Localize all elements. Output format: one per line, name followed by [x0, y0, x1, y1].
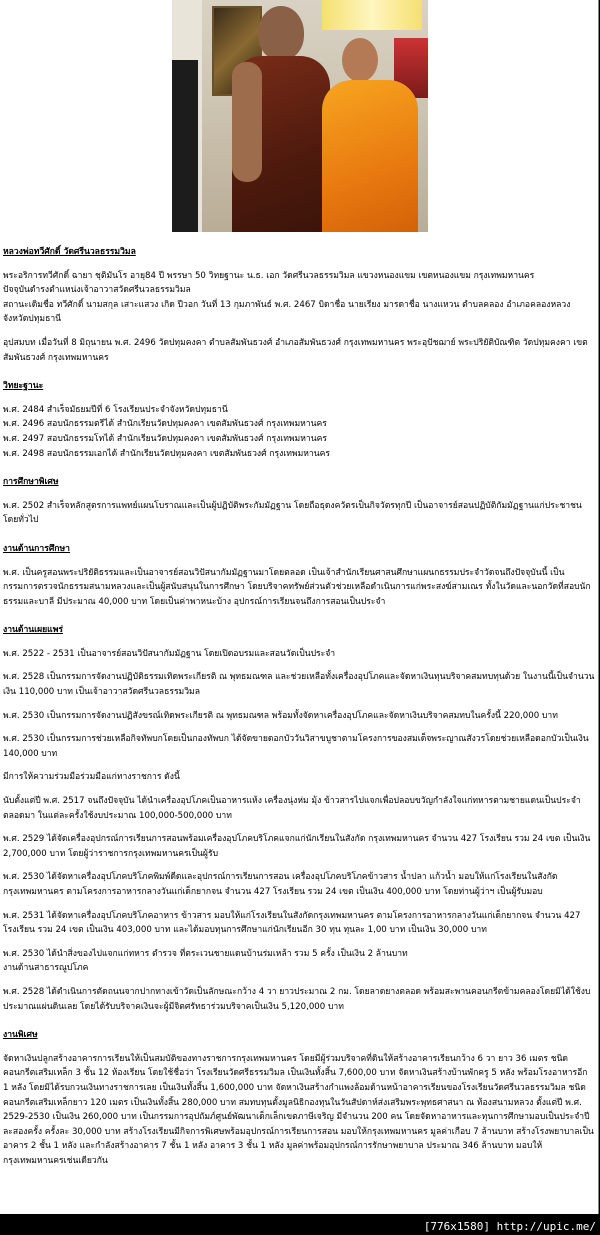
education-item: พ.ศ. 2496 สอบนักธรรมตรีได้ สำนักเรียนวัดปทุมคงคา เขตสัมพันธวงศ์ กรุงเทพมหานคร	[3, 419, 327, 430]
image-watermark: [776x1580] http://upic.me/	[423, 1220, 596, 1233]
yellow-banner	[322, 0, 422, 30]
outreach-item: พ.ศ. 2530 ได้จัดหาเครื่องอุปโภคบริโภคพิมพ์ดีดและอุปกรณ์การเรียนการสอน เครื่องอุปโภคบริโภคข้าวสาร น้ำปลา แก้วน้ำ มอบให้แก่โรงเรียนในสังกัดกรุงเทพมหานคร ตามโครงการอาหารกลางวันแก่เด็กยากจน จำนวน 427 โรงเรียน รวม 24 เขต เป็นเงิน 400,000 บาท โดยท่านผู้ว่าฯ เป็นผู้รับมอบ	[3, 872, 558, 897]
outreach-item: พ.ศ. 2529 ได้จัดเครื่องอุปกรณ์การเรียนการสอนพร้อมเครื่องอุปโภคบริโภคแจกแก่นักเรียนในสังกัด กรุงเทพมหานคร จำนวน 427 โรงเรียน รวม 24 เขต เป็นเงิน 2,700,000 บาท โดยผู้ว่าราชการกรุงเทพมหานครเป็นผู้รับ	[3, 834, 591, 859]
section-heading-special-work: งานพิเศษ	[3, 1030, 38, 1041]
section-heading-special-study: การศึกษาพิเศษ	[3, 477, 59, 488]
section-heading-education: วิทยะฐานะ	[3, 381, 44, 392]
ordination-text: อุปสมบท เมื่อวันที่ 8 มิถุนายน พ.ศ. 2496 วัดปทุมคงคา ตำบลสัมพันธวงศ์ อำเภอสัมพันธวงศ์ กรุงเทพมหานคร พระอุปัชฌาย์ พระปริยัติบัณฑิต วัดปทุมคงคา เขตสัมพันธวงศ์ กรุงเทพมหานคร	[3, 337, 588, 363]
elder-monk-arm	[232, 62, 262, 182]
young-monk-head	[342, 38, 378, 82]
background-person	[172, 60, 198, 232]
education-item: พ.ศ. 2497 สอบนักธรรมโทได้ สำนักเรียนวัดปทุมคงคา เขตสัมพันธวงศ์ กรุงเทพมหานคร	[3, 433, 327, 444]
special-study-text: พ.ศ. 2502 สำเร็จหลักสูตรการแพทย์แผนโบราณและเป็นผู้ปฏิบัติพระกัมมัฏฐาน โดยถือธุดงควัตรเป็นกิจวัตรทุกปี เป็นอาจารย์สอนปฏิบัติกัมมัฏฐานแก่ประชาชนโดยทั่วไป	[3, 500, 582, 526]
outreach-item: พ.ศ. 2530 เป็นกรรมการจัดงานปฏิสังขรณ์เทิดพระเกียรติ ณ พุทธมณฑล พร้อมทั้งจัดหาเครื่องอุปโภคและจัดหาเงินบริจาคสมทบในครั้งนี้ 220,000 บาท	[3, 710, 558, 721]
elder-monk-head	[258, 6, 304, 60]
outreach-item: พ.ศ. 2522 - 2531 เป็นอาจารย์สอนวิปัสนากัมมัฏฐาน โดยเปิดอบรมและสอนวัดเป็นประจำ	[3, 648, 336, 659]
education-item: พ.ศ. 2498 สอบนักธรรมเอกได้ สำนักเรียนวัดปทุมคงคา เขตสัมพันธวงศ์ กรุงเทพมหานคร	[3, 448, 330, 459]
young-monk-robe	[322, 80, 418, 232]
intro-line: พระอริการทวีศักดิ์ ฉายา ชุติมันโร อายุ84 ปี พรรษา 50 วิทยฐานะ น.ธ. เอก วัดศรีนวลธรรมวิมล แขวงหนองแขม เขตหนองแขม กรุงเทพมหานคร	[3, 270, 535, 281]
special-work-text: จัดหาเงินปลูกสร้างอาคารการเรียนให้เป็นสมบัติของทางราชการกรุงเทพมหานคร โดยมีผู้ร่วมบริจาคที่ดินให้สร้างอาคารเรียนกว้าง 6 วา ยาว 36 เมตร ชนิดคอนกรีตเสริมเหล็ก 3 ชั้น 12 ห้องเรียน โดยใช้ชื่อว่า โรงเรียนวัดศรีธรรมวิมล เป็นเงินทั้งสิ้น 7,600,00 บาท จัดหาเงินสร้างบ้านพักครู 5 หลัง พร้อมโรงอาหารอีก 1 หลัง โดยมิได้รบกวนเงินทางราชการเลย เป็นเงินทั้งสิ้น 1,600,000 บาท จัดหาเงินสร้างกำแพงล้อมด้านหน้าอาคารเรียนของโรงเรียนวัดศรีนวลธรรมวิมล ชนิดคอนกรีตเสริมเหล็กยาว 120 เมตร เป็นเงินทั้งสิ้น 280,000 บาท สมทบทุนตั้งมูลนิธิกองทุนในวันสัปดาห์ส่งเสริมพระพุทธศาสนา ณ ท้องสนามหลวง ตั้งแต่ปี พ.ศ. 2529-2530 เป็นเงิน 260,000 บาท เป็นกรรมการอุปถัมภ์ศูนย์พัฒนาเด็กเล็กเขตภาษีเจริญ มีจำนวน 200 คน โดยจัดหาอาหารและทุนการศึกษามอบเป็นประจำปีละสองครั้ง ครั้งละ 30,000 บาท สร้างโรงเรียนมีกิจการพิเศษพร้อมอุปกรณ์การเรียนการสอน มอบให้กรุงเทพมหานคร มูลค่าเกือบ 7 ล้านบาท สร้างโรงพยาบาลเป็นอาคาร 2 ชั้น 1 หลัง และกำลังสร้างอาคาร 7 ชั้น 1 หลัง อาคาร 3 ชั้น 1 หลัง มูลค่าพร้อมอุปกรณ์การรักษาพยาบาล ประมาณ 346 ล้านบาท มอบให้กรุงเทพมหานครเช่นเดียวกัน	[3, 1053, 594, 1166]
outreach-item: พ.ศ. 2528 ได้ดำเนินการตัดถนนจากปากทางเข้าวัดเป็นลักษณะกว้าง 4 วา ยาวประมาณ 2 กม. โดยลาดยางตลอด พร้อมสะพานคอนกรีตข้ามคลองโดยมิได้ใช้งบประมาณแผ่นดินเลย โดยได้รับบริจาคเงินจะผู้มีจิตศรัทธาร่วมบริจาคเป็นเงิน 5,120,000 บาท	[3, 986, 591, 1012]
intro-line: ปัจจุบันดำรงตำแหน่งเจ้าอาวาสวัดศรีนวลธรรมวิมล	[3, 285, 191, 296]
education-item: พ.ศ. 2484 สำเร็จมัธยมปีที่ 6 โรงเรียนประจำจังหวัดปทุมธานี	[3, 404, 228, 415]
outreach-item: พ.ศ. 2531 ได้จัดหาเครื่องอุปโภคบริโภคอาหาร ข้าวสาร มอบให้แก่โรงเรียนในสังกัดกรุงเทพมหานคร ตามโครงการอาหารกลางวันแก่เด็กยากจน จำนวน 427 โรงเรียน รวม 24 เขต เป็นเงิน 403,000 บาท และได้มอบทุนการศึกษาแก่นักเรียนอีก 30 ทุน ทุนละ 1,00 บาท เป็นเงิน 30,000 บาท	[3, 910, 581, 936]
outreach-item: นับตั้งแต่ปี พ.ศ. 2517 จนถึงปัจจุบัน ได้นำเครื่องอุปโภคเป็นอาหารแห้ง เครื่องนุ่งห่ม มุ้ง ข้าวสารไปแจกเพื่อปลอบขวัญกำลังใจแก่ทหารตามชายแดนเป็นประจำตลอดมา ในแต่ละครั้งใช้งบประมาณ 100,000-500,000 บาท	[3, 796, 581, 821]
monks-photo	[172, 0, 428, 232]
article-title: หลวงพ่อทวีศักดิ์ วัดศรีนวลธรรมวิมล	[3, 247, 136, 257]
outreach-item: มีการให้ความร่วมมือร่วมมือแก่ทางราชการ ดังนี้	[3, 772, 180, 783]
section-heading-outreach: งานด้านเผยแพร่	[3, 625, 64, 636]
outreach-item: งานด้านสาธารณูปโภค	[3, 963, 89, 974]
outreach-item: พ.ศ. 2530 เป็นกรรมการช่วยเหลือกิจทัพบกโดยเป็นกองทัพบก ได้จัดขายดอกบัววันวิสาขบูชาตามโครงการของสมเด็จพระญาณสังวรโดยช่วยเหลือดอกบัวเป็นเงิน 140,000 บาท	[3, 734, 589, 759]
section-heading-education-work: งานด้านการศึกษา	[3, 543, 70, 554]
education-work-text: พ.ศ. เป็นครูสอนพระปริยัติธรรมและเป็นอาจารย์สอนวิปัสนากัมมัฏฐานมาโดยตลอด เป็นเจ้าสำนักเรียนศาสนศึกษาแผนกธรรมประจำวัดจนถึงปัจจุบันนี้ เป็นกรรมการตรวจนักธรรมสนามหลวงและเป็นผู้สนับสนุนในการศึกษา โดยบริจาคทรัพย์ส่วนตัวช่วยเหลือดำเนินการแก่พระสงฆ์สามเณร ทั้งในวัดและนอกวัดที่สอบนักธรรมและบาลี มีประมาณ 40,000 บาท โดยเป็นค่าพาหนะบ้าง อุปกรณ์การเรียนจนถึงการสอนเป็นประจำ	[3, 567, 591, 607]
outreach-item: พ.ศ. 2528 เป็นกรรมการจัดงานปฏิบัติธรรมเทิดพระเกียรติ ณ พุทธมณฑล และช่วยเหลือทั้งเครื่องอุปโภคและจัดหาเงินทุนบริจาคสมทบทุนด้วย ในงานนี้เป็นจำนวนเงิน 110,000 บาท เป็นเจ้าอาวาสวัดศรีนวลธรรมวิมล	[3, 672, 595, 698]
intro-line: สถานะเดิมชื่อ ทวีศักดิ์ นามสกุล เสาะแสวง เกิด ปีวอก วันที่ 13 กุมภาพันธ์ พ.ศ. 2467 บิดาชื่อ นายเรียง มารดาชื่อ นางแหวน ตำบลคลอง อำเภอคลองหลวง จังหวัดปทุมธานี	[3, 299, 571, 325]
outreach-item: พ.ศ. 2530 ได้นำสิ่งของไปแจกแก่ทหาร ตำรวจ ที่ตระเวนชายแดนบ้านร่มเหล้า รวม 5 ครั้ง เป็นเงิน 2 ล้านบาท	[3, 948, 408, 959]
article-body	[3, 245, 595, 1169]
